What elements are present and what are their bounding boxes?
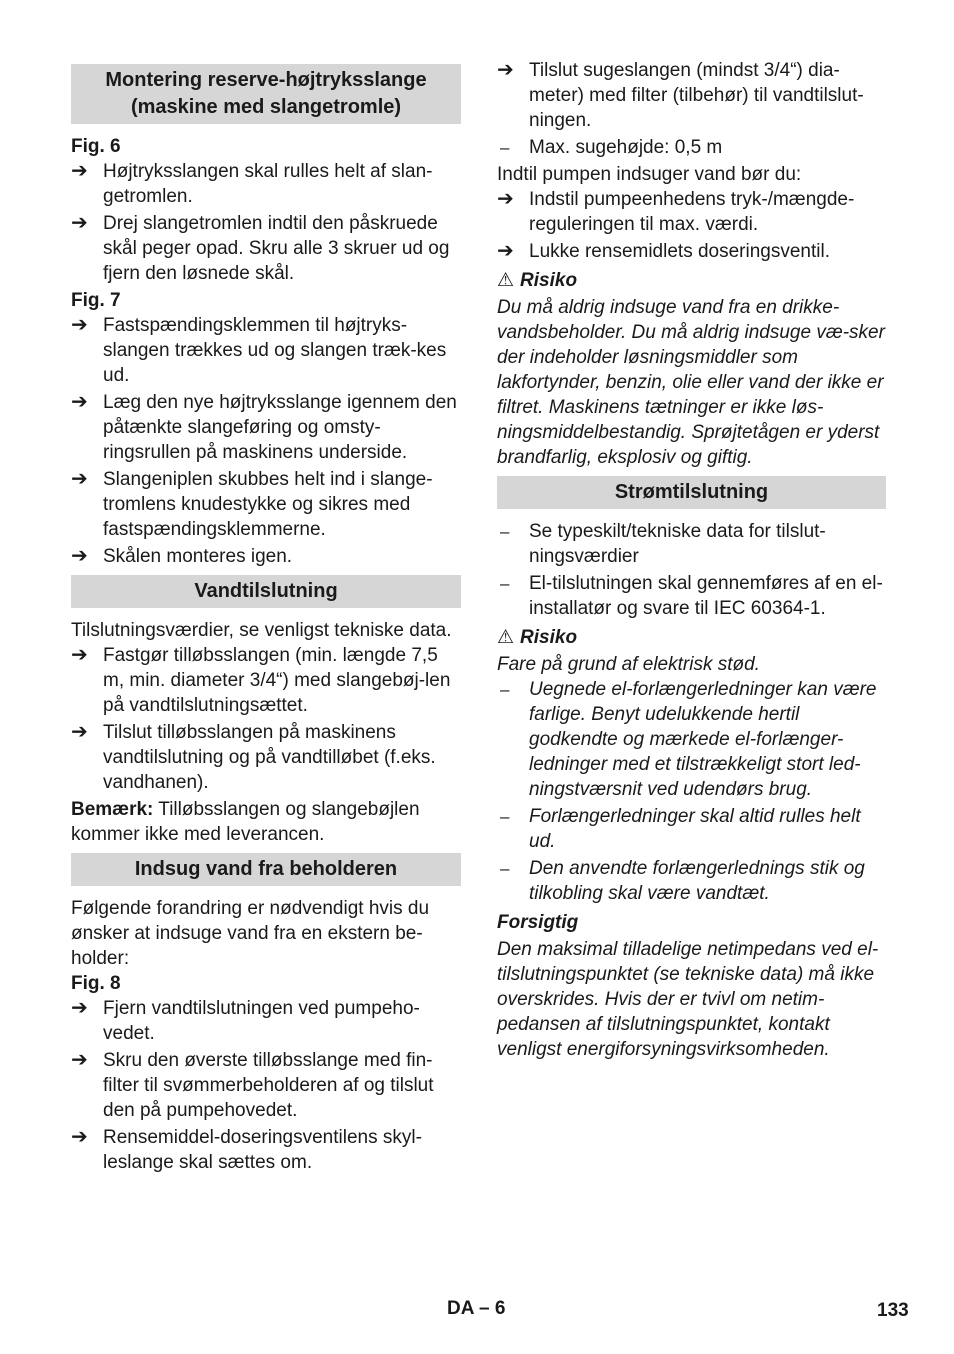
fig-6-label: Fig. 6 <box>71 136 121 157</box>
arrow-right-icon: ➔ <box>497 59 514 81</box>
heading-indsug: Indsug vand fra beholderen <box>71 853 461 886</box>
risk-2-text: Fare på grund af elektrisk stød. <box>497 654 760 675</box>
list-item: – Max. sugehøjde: 0,5 m <box>497 135 886 160</box>
list-item: – El-tilslutningen skal gennemføres af en el-installatør og svare til IEC 60364-1. <box>497 571 886 621</box>
list-item: – Forlængerledninger skal altid rulles helt ud. <box>497 804 886 854</box>
arrow-right-icon: ➔ <box>71 1126 88 1148</box>
list-item: – Uegnede el-forlængerledninger kan være farlige. Benyt udelukkende hertil godkendte og mærkede el-forlænger-ledninger med et tilstrækkeligt stort led-ningstværsnit ved udendørs brug. <box>497 677 886 802</box>
list-item: ➔ Indstil pumpeenhedens tryk-/mængde-reguleringen til max. værdi. <box>497 188 855 235</box>
list-item: ➔ Fjern vandtilslutningen ved pumpeho-vedet. <box>71 997 420 1044</box>
list-item: – Se typeskilt/tekniske data for tilslut-ningsværdier <box>497 519 886 569</box>
dash-icon: – <box>500 807 510 826</box>
dash-icon: – <box>500 859 510 878</box>
arrow-right-icon: ➔ <box>71 391 88 413</box>
arrow-right-icon: ➔ <box>71 1049 88 1071</box>
warning-triangle-icon: ⚠ <box>497 270 515 291</box>
arrow-right-icon: ➔ <box>71 721 88 743</box>
list-item: ➔ Tilslut tilløbsslangen på maskinens vandtilslutning og på vandtilløbet (f.eks. vandhanen). <box>71 721 436 793</box>
arrow-right-icon: ➔ <box>71 314 88 336</box>
note-text: Tilløbsslangen og slangebøjlen kommer ikke med leverancen. <box>71 799 420 845</box>
right-column <box>497 58 886 1062</box>
caution-title: Forsigtig <box>497 912 579 933</box>
list-item: ➔ Fastspændingsklemmen til højtryks-slangen trækkes ud og slangen træk-kes ud. <box>71 314 447 386</box>
list-item: – Den anvendte forlængerlednings stik og tilkobling skal være vandtæt. <box>497 856 886 906</box>
list-item: ➔ Rensemiddel-doseringsventilens skyl-leslange skal sættes om. <box>71 1126 422 1173</box>
arrow-right-icon: ➔ <box>497 188 514 210</box>
list-item: ➔ Skru den øverste tilløbsslange med fin-filter til svømmerbeholderen af og tilslut den på pumpehovedet. <box>71 1049 434 1121</box>
risk-1-text: Du må aldrig indsuge vand fra en drikke-vandsbeholder. Du må aldrig indsuge væ-sker der indeholder løsningsmiddler som lakfortynder, benzin, olie eller vand der ikke er filtret. Maskinens tætninger er ikke løs-ningsmiddelbestandig. Sprøjtetågen er yderst brandfarlig, eksplosiv og giftig. <box>497 297 885 468</box>
list-item: ➔ Slangeniplen skubbes helt ind i slange-tromlens knudestykke og sikres med fastspændingsklemmerne. <box>71 468 433 540</box>
list-item: ➔ Drej slangetromlen indtil den påskruede skål peger opad. Skru alle 3 skruer ud og fjern den løsnede skål. <box>71 212 450 284</box>
risk-2-title: ⚠ Risiko <box>497 627 578 648</box>
caution-text: Den maksimal tilladelige netimpedans ved el-tilslutningspunktet (se tekniske data) må ikke overskrides. Hvis der er tvivl om netim-pedansen af tilslutningspunktet, kontakt venligst energiforsyningsvirksomheden. <box>497 939 879 1060</box>
arrow-right-icon: ➔ <box>71 545 88 567</box>
arrow-right-icon: ➔ <box>71 644 88 666</box>
dash-icon: – <box>500 574 510 593</box>
note <box>71 797 461 847</box>
arrow-right-icon: ➔ <box>497 240 514 262</box>
left-column <box>71 58 461 1177</box>
list-item: ➔ Skålen monteres igen. <box>71 545 293 567</box>
arrow-right-icon: ➔ <box>71 160 88 182</box>
list-item: ➔ Fastgør tilløbsslangen (min. længde 7,5 m, min. diameter 3/4“) med slangebøj-len på vandtilslutningsættet. <box>71 644 451 716</box>
heading-montering: Montering reserve-højtryksslange (maskine med slangetromle) <box>71 64 461 124</box>
heading-vandtilslutning: Vandtilslutning <box>71 575 461 608</box>
list-item: ➔ Tilslut sugeslangen (mindst 3/4“) dia-meter) med filter (tilbehør) til vandtilslut-ningen. <box>497 59 864 131</box>
arrow-right-icon: ➔ <box>71 468 88 490</box>
dash-icon: – <box>500 522 510 541</box>
list-item: ➔ Læg den nye højtryksslange igennem den påtænkte slangeføring og omsty-ringsrullen på maskinens underside. <box>71 391 457 463</box>
indsug-text: Følgende forandring er nødvendigt hvis du ønsker at indsuge vand fra en ekstern be-holder: <box>71 898 430 969</box>
note-label: Bemærk: <box>71 799 154 820</box>
dash-icon: – <box>500 680 510 699</box>
footer-section-label: DA – 6 <box>447 1298 506 1319</box>
list-item: ➔ Højtryksslangen skal rulles helt af slan-getromlen. <box>71 160 433 207</box>
page-number: 133 <box>877 1300 909 1321</box>
fig-7-label: Fig. 7 <box>71 290 121 311</box>
risk-1-title: ⚠ Risiko <box>497 270 578 291</box>
before-text: Indtil pumpen indsuger vand bør du: <box>497 164 802 185</box>
fig-8-label: Fig. 8 <box>71 973 121 994</box>
warning-triangle-icon: ⚠ <box>497 627 515 648</box>
arrow-right-icon: ➔ <box>71 212 88 234</box>
vand-text: Tilslutningsværdier, se venligst tekniske data. <box>71 620 452 641</box>
list-item: ➔ Lukke rensemidlets doseringsventil. <box>497 240 830 262</box>
heading-stromtilslutning: Strømtilslutning <box>497 476 886 509</box>
dash-icon: – <box>500 138 510 157</box>
arrow-right-icon: ➔ <box>71 997 88 1019</box>
